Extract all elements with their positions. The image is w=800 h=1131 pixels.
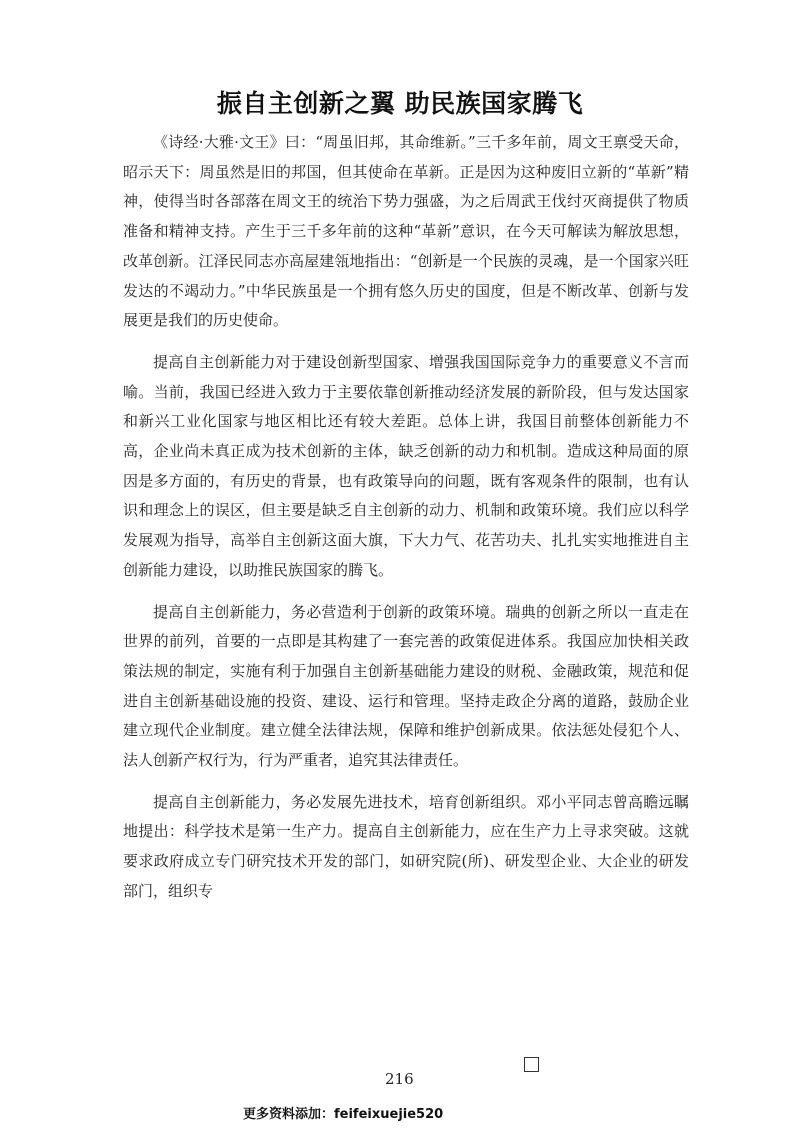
paragraph-4: 提高自主创新能力，务必发展先进技术，培育创新组织。邓小平同志曾高瞻远瞩地提出：科学技术是第一生产力。提高自主创新能力，应在生产力上寻求突破。这就要求政府成立专门研究技术开发的部门，如研究院(所)、研发型企业、大企业的研发部门，组织专 (123, 792, 689, 900)
page-title: 振自主创新之翼 助民族国家腾飞 (216, 89, 584, 118)
checkbox[interactable] (524, 1057, 539, 1072)
article-body (123, 128, 689, 919)
paragraph-1: 《诗经·大雅·文王》曰：“周虽旧邦，其命维新。”三千多年前，周文王禀受天命，昭示天下：周虽然是旧的邦国，但其使命在革新。正是因为这种废旧立新的“革新”精神，使得当时各部落在周文王的统治下势力强盛，为之后周武王伐纣灭商提供了物质准备和精神支持。产生于三千多年前的这种“革新”意识，在今天可解读为解放思想，改革创新。江泽民同志亦高屋建瓴地指出：“创新是一个民族的灵魂，是一个国家兴旺发达的不竭动力。”中华民族虽是一个拥有悠久历史的国度，但是不断改革、创新与发展更是我们的历史使命。 (123, 133, 689, 330)
page-number: 216 (385, 1070, 414, 1088)
paragraph-3: 提高自主创新能力，务必营造利于创新的政策环境。瑞典的创新之所以一直走在世界的前列，首要的一点即是其构建了一套完善的政策促进体系。我国应加快相关政策法规的制定，实施有利于加强自主创新基础能力建设的财税、金融政策，规范和促进自主创新基础设施的投资、建设、运行和管理。坚持走政企分离的道路，鼓励企业建立现代企业制度。建立健全法律法规，保障和维护创新成果。依法惩处侵犯个人、法人创新产权行为，行为严重者，追究其法律责任。 (123, 602, 689, 770)
paragraph-2: 提高自主创新能力对于建设创新型国家、增强我国国际竞争力的重要意义不言而喻。当前，我国已经进入致力于主要依靠创新推动经济发展的新阶段，但与发达国家和新兴工业化国家与地区相比还有较大差距。总体上讲，我国目前整体创新能力不高，企业尚未真正成为技术创新的主体，缺乏创新的动力和机制。造成这种局面的原因是多方面的，有历史的背景，也有政策导向的问题，既有客观条件的限制，也有认识和理念上的误区，但主要是缺乏自主创新的动力、机制和政策环境。我们应以科学发展观为指导，高举自主创新这面大旗，下大力气、花苦功夫、扎扎实实地推进自主创新能力建设，以助推民族国家的腾飞。 (123, 352, 689, 579)
footer-note: 更多资料添加：feifeixuejie520 (243, 1107, 444, 1122)
